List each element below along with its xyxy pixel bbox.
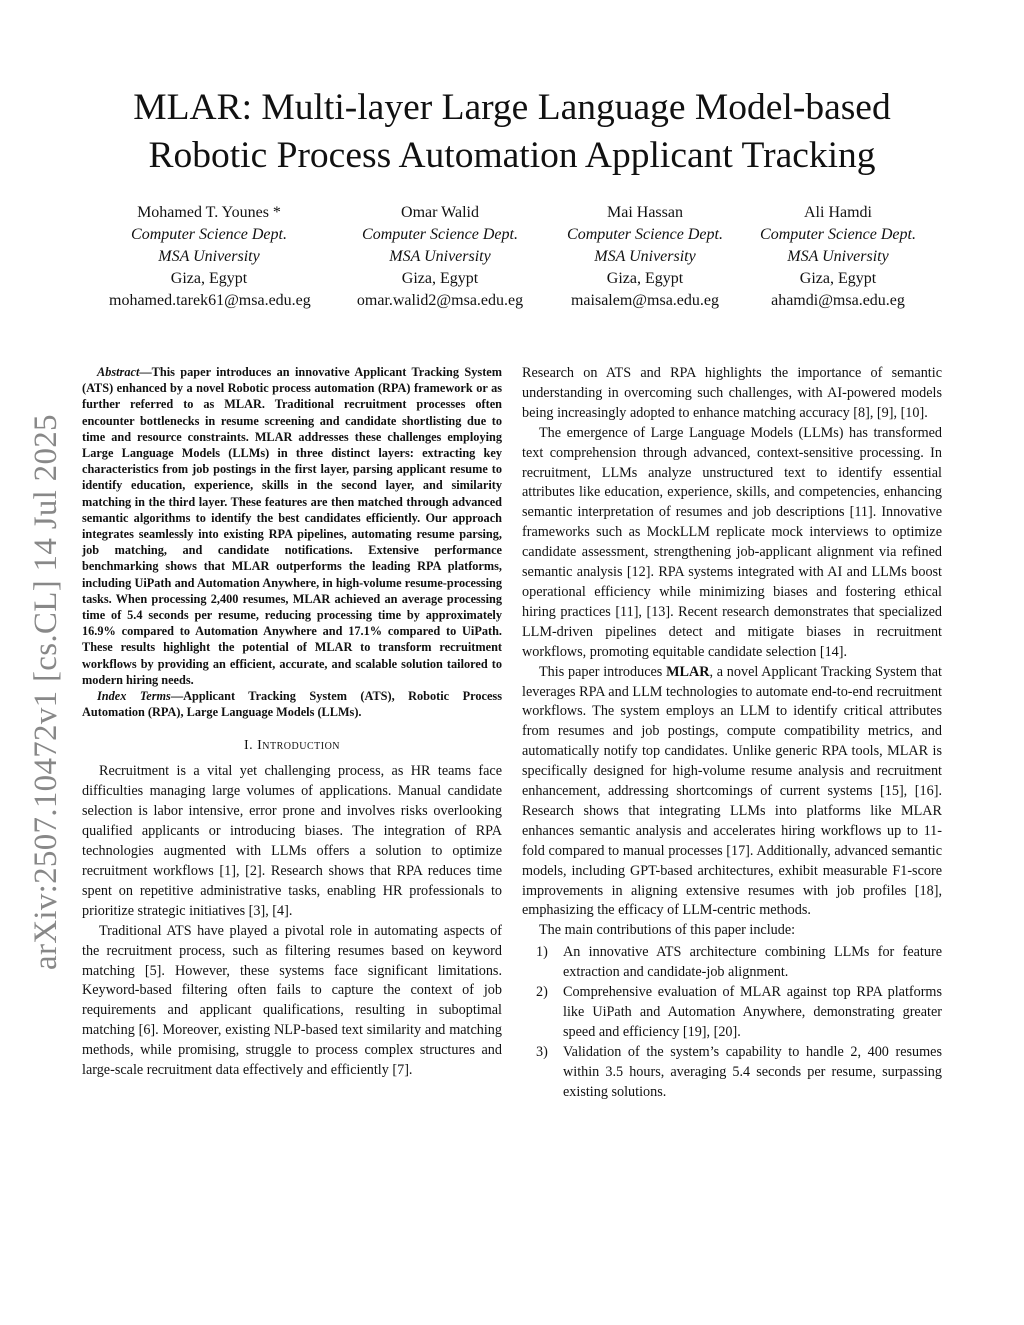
contributions-list: [522, 943, 942, 1102]
list-text: Comprehensive evaluation of MLAR against top RPA platforms like UiPath and Automation Anywhere, demonstrating greater speed and efficiency [19], [20].: [563, 984, 942, 1040]
index-terms-text: —Applicant Tracking System (ATS), Robotic Process Automation (RPA), Large Language Models (LLMs).: [82, 689, 502, 720]
left-column: [82, 364, 502, 1081]
paper-title: [70, 84, 954, 180]
author-name: Ali Hamdi: [804, 204, 872, 221]
author-email: omar.walid2@msa.edu.eg: [356, 292, 524, 309]
author-email: mohamed.tarek61@msa.edu.eg: [109, 292, 311, 309]
list-number: 2): [536, 984, 548, 1001]
author-3: [545, 202, 745, 312]
author-name: Mai Hassan: [607, 204, 683, 221]
author-block: [0, 202, 1024, 317]
list-item: [522, 943, 942, 983]
paragraph: The emergence of Large Language Models (LLMs) has transformed text comprehension through advanced, context-sensitive processing. In recruitment, LLMs analyze unstructured text to identify essential attributes like education, experience, skills, and competencies, enhancing semantic interpretation of resumes and job descriptions [11]. Innovative frameworks such as MockLLM replicate mock interviews to optimize candidate assessment, strengthening job-applicant alignment via refined semantic analysis [12]. RPA systems integrated with AI and LLMs boost operational efficiency while minimizing biases and fostering ethical hiring practices [11], [13]. Recent research demonstrates that specialized LLM-driven pipelines detect and mitigate biases in recruitment workflows, promoting equitable candidate selection [14].: [522, 424, 942, 660]
list-number: 1): [536, 944, 548, 961]
abstract-text: —This paper introduces an innovative Applicant Tracking System (ATS) enhanced by a novel Robotic process automation (RPA) framework or as further referred to as MLAR. Traditional recruitment processes often encounter bottlenecks in resume screening and candidate shortlisting due to time and resource constraints. MLAR addresses these challenges employing Large Language Models (LLMs) in three distinct layers: extracting key characteristics from job postings in the first layer, parsing applicant resume to identify education, experience, skills in the second layer, and similarity matching in the third layer. These features are then matched through advanced semantic algorithms to identify the best candidates efficiently. Our approach integrates seamlessly into existing RPA pipelines, automating resume parsing, job matching, and candidate notifications. Extensive performance benchmarking shows that MLAR outperforms the leading RPA platforms, including UiPath and Automation Anywhere, in high-volume resume-processing tasks. When processing 2,400 resumes, MLAR achieved an average processing time of 5.4 seconds per resume, reducing processing time by approximately 16.9% compared to Automation Anywhere and 17.1% compared to UiPath. These results highlight the potential of MLAR to transform recruitment workflows by providing an efficient, accurate, and scalable solution tailored to modern hiring needs.: [82, 365, 502, 687]
paragraph: Recruitment is a vital yet challenging process, as HR teams face difficulties managing large volumes of applications. Manual candidate selection is labor intensive, error prone and involves risks overlooking qualified applicants or introducing biases. The integration of RPA technologies augmented with LLMs offers a solution to optimize recruitment workflows [1], [2]. Research shows that RPA reduces time spent on repetitive administrative tasks, enabling HR professionals to prioritize strategic initiatives [3], [4].: [82, 763, 502, 919]
contributions-intro: The main contributions of this paper include:: [539, 922, 796, 939]
abstract: [82, 364, 502, 688]
list-text: Validation of the system’s capability to handle 2, 400 resumes within 3.5 hours, averaging 5.4 seconds per resume, surpassing existing solutions.: [563, 1043, 942, 1100]
author-dept: Computer Science Dept.: [760, 226, 916, 243]
paragraph: Traditional ATS have played a pivotal role in automating aspects of the recruitment process, such as filtering resumes based on keyword matching [5]. However, these systems face significant limitations. Keyword-based filtering often fails to capture the context of job requirements and applicant qualifications, resulting in suboptimal matching [6]. Moreover, existing NLP-based text similarity and matching methods, while promising, struggle to process complex structures and large-scale recruitment data effectively and efficiently [7].: [82, 922, 502, 1079]
author-univ: MSA University: [787, 248, 889, 265]
author-name: Mohamed T. Younes *: [137, 204, 281, 221]
index-terms: [82, 688, 502, 720]
author-4: [738, 202, 938, 312]
paragraph: Research on ATS and RPA highlights the importance of semantic understanding in overcoming such challenges, with AI-powered models being increasingly adopted to enhance matching accuracy [8], [9], [10].: [522, 365, 942, 421]
author-dept: Computer Science Dept.: [567, 226, 723, 243]
index-terms-lead: Index Terms: [97, 689, 171, 704]
intro-after: , a novel Applicant Tracking System that leverages RPA and LLM technologies to automate end-to-end recruitment workflows. The system employs an LLM to identify critical attributes from resumes and job postings, compute compatibility metrics, and automatically notify top candidates. Unlike generic RPA tools, MLAR is specifically designed for high-volume resume analysis and recruitment enhancement, addressing shortcomings of current systems [15], [16]. Research shows that integrating LLMs into platforms like MLAR enhances semantic analysis and accelerates hiring workflows up to 11-fold compared to manual processes [17]. Additionally, advanced semantic models, including GPT-based architectures, exhibit measurable F1-score improvements in aligning extensive resumes with job profiles [18], emphasizing the efficacy of LLM-centric methods.: [522, 663, 942, 919]
author-2: [340, 202, 540, 312]
mlar-bold: MLAR: [666, 663, 710, 680]
author-email: maisalem@msa.edu.eg: [570, 292, 720, 309]
author-univ: MSA University: [158, 248, 260, 265]
author-location: Giza, Egypt: [170, 270, 248, 287]
author-location: Giza, Egypt: [606, 270, 684, 287]
intro-before: This paper introduces: [539, 663, 667, 680]
list-item: [522, 983, 942, 1043]
author-univ: MSA University: [594, 248, 696, 265]
author-1: [109, 202, 309, 312]
author-email: ahamdi@msa.edu.eg: [771, 292, 905, 309]
author-name: Omar Walid: [401, 204, 479, 221]
title-line-1: MLAR: Multi-layer Large Language Model-based: [133, 87, 891, 128]
section-heading: I. Introduction: [243, 738, 341, 754]
abstract-lead: Abstract: [97, 365, 140, 379]
author-dept: Computer Science Dept.: [131, 226, 287, 243]
arxiv-identifier: arXiv:2507.10472v1 [cs.CL] 14 Jul 2025: [28, 414, 64, 970]
author-univ: MSA University: [389, 248, 491, 265]
author-location: Giza, Egypt: [401, 270, 479, 287]
list-item: [522, 1043, 942, 1103]
paragraph-intro-mlar: [522, 663, 942, 922]
author-location: Giza, Egypt: [799, 270, 877, 287]
list-number: 3): [536, 1043, 548, 1060]
list-text: An innovative ATS architecture combining LLMs for feature extraction and candidate-job alignment.: [563, 944, 942, 981]
author-dept: Computer Science Dept.: [362, 226, 518, 243]
title-line-2: Robotic Process Automation Applicant Tracking: [148, 135, 876, 176]
right-column: [522, 364, 942, 1103]
